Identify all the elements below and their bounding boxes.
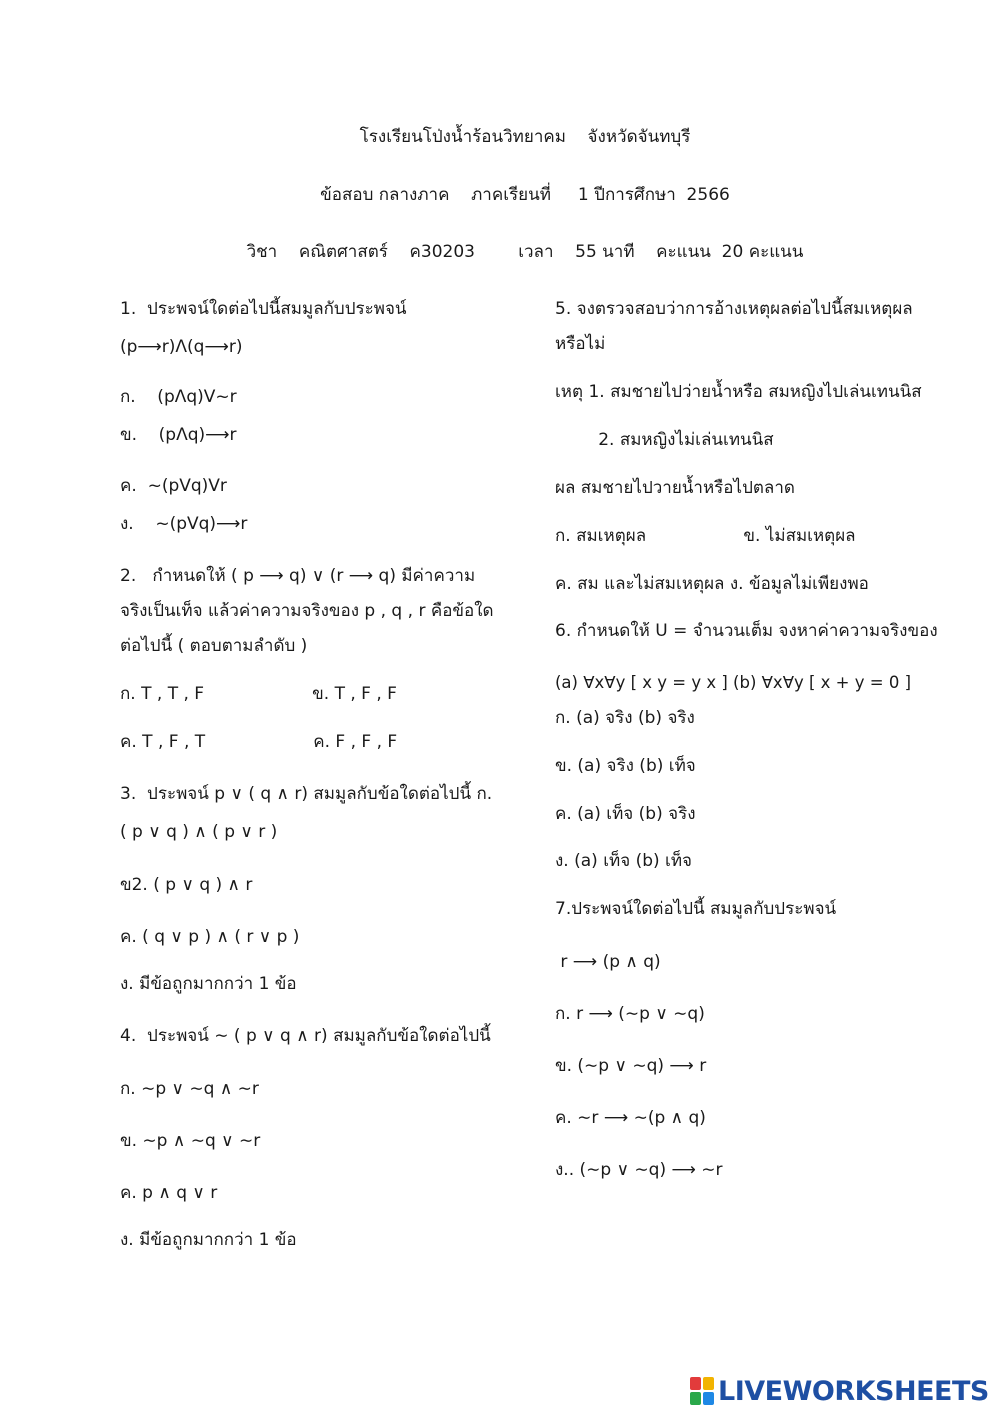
question-2-text-1: 2. กำหนดให้ ( p ⟶ q) ∨ (r ⟶ q) มีค่าความ (120, 566, 476, 586)
question-5-options-ab: ก. สมเหตุผล ข. ไม่สมเหตุผล (555, 526, 856, 546)
question-1-text: 1. ประพจน์ใดต่อไปนี้สมมูลกับประพจน์ (120, 299, 407, 319)
question-2-options-ab: ก. T , T , F ข. T , F , F (120, 684, 397, 704)
question-3-option-d: ง. มีข้อถูกมากกว่า 1 ข้อ (120, 974, 297, 994)
liveworksheets-mark-icon (690, 1377, 714, 1405)
exam-title: ข้อสอบ กลางภาค ภาคเรียนที่ 1 ปีการศึกษา 2566 (320, 185, 730, 205)
question-7-option-b: ข. (∼p ∨ ∼q) ⟶ r (555, 1056, 707, 1076)
liveworksheets-wordmark: LIVEWORKSHEETS (718, 1375, 989, 1407)
question-1-option-d: ง. ~(pVq)⟶r (120, 514, 248, 534)
question-1-option-c: ค. ~(pVq)Vr (120, 476, 227, 496)
school-title: โรงเรียนโป่งน้ำร้อนวิทยาคม จังหวัดจันทบุรี (359, 127, 691, 147)
question-5-premise-1: เหตุ 1. สมชายไปว่ายน้ำหรือ สมหญิงไปเล่นเทนนิส (555, 382, 922, 402)
question-6-option-a: ก. (a) จริง (b) จริง (555, 708, 695, 728)
question-4-text: 4. ประพจน์ ∼ ( p ∨ q ∧ r) สมมูลกับข้อใดต่อไปนี้ (120, 1026, 491, 1046)
question-7-option-d: ง.. (∼p ∨ ∼q) ⟶ ∼r (555, 1160, 723, 1180)
question-3-option-b: ข2. ( p ∨ q ) ∧ r (120, 875, 253, 895)
question-1-formula: (p⟶r)Λ(q⟶r) (120, 337, 243, 357)
question-7-option-c: ค. ∼r ⟶ ∼(p ∧ q) (555, 1108, 706, 1128)
question-4-option-d: ง. มีข้อถูกมากกว่า 1 ข้อ (120, 1230, 297, 1250)
question-7-formula: r ⟶ (p ∧ q) (555, 952, 661, 972)
question-5-premise-2: 2. สมหญิงไม่เล่นเทนนิส (555, 430, 774, 450)
question-6-option-c: ค. (a) เท็จ (b) จริง (555, 804, 696, 824)
question-5-options-cd: ค. สม และไม่สมเหตุผล ง. ข้อมูลไม่เพียงพอ (555, 574, 869, 594)
question-6-option-b: ข. (a) จริง (b) เท็จ (555, 756, 696, 776)
question-4-option-a: ก. ∼p ∨ ∼q ∧ ∼r (120, 1079, 259, 1099)
subject-line: วิชา คณิตศาสตร์ ค30203 เวลา 55 นาที คะแนน 20 คะแนน (246, 242, 804, 262)
question-6-option-d: ง. (a) เท็จ (b) เท็จ (555, 851, 693, 871)
question-4-option-b: ข. ∼p ∧ ∼q ∨ ∼r (120, 1131, 261, 1151)
question-3-text: 3. ประพจน์ p ∨ ( q ∧ r) สมมูลกับข้อใดต่อไปนี้ ก. (120, 784, 493, 804)
question-2-text-3: ต่อไปนี้ ( ตอบตามลำดับ ) (120, 636, 308, 656)
question-3-option-a: ( p ∨ q ) ∧ ( p ∨ r ) (120, 822, 278, 842)
question-6-text: 6. กำหนดให้ U = จำนวนเต็ม จงหาค่าความจริงของ (555, 621, 938, 641)
question-1-option-b: ข. (pΛq)⟶r (120, 425, 237, 445)
question-5-conclusion: ผล สมชายไปวายน้ำหรือไปตลาด (555, 478, 795, 498)
question-5-text-2: หรือไม่ (555, 334, 606, 354)
question-1-option-a: ก. (pΛq)V~r (120, 387, 237, 407)
liveworksheets-logo[interactable] (690, 1374, 989, 1408)
question-5-text-1: 5. จงตรวจสอบว่าการอ้างเหตุผลต่อไปนี้สมเหตุผล (555, 299, 913, 319)
question-7-text: 7.ประพจน์ใดต่อไปนี้ สมมูลกับประพจน์ (555, 899, 837, 919)
question-7-option-a: ก. r ⟶ (∼p ∨ ∼q) (555, 1004, 705, 1024)
question-3-option-c: ค. ( q ∨ p ) ∧ ( r ∨ p ) (120, 927, 300, 947)
question-6-statements: (a) ∀x∀y [ x y = y x ] (b) ∀x∀y [ x + y = 0 ] (555, 673, 912, 692)
question-2-text-2: จริงเป็นเท็จ แล้วค่าความจริงของ p , q , r คือข้อใด (120, 601, 494, 621)
question-4-option-c: ค. p ∧ q ∨ r (120, 1183, 218, 1203)
question-2-options-cd: ค. T , F , T ค. F , F , F (120, 732, 398, 752)
